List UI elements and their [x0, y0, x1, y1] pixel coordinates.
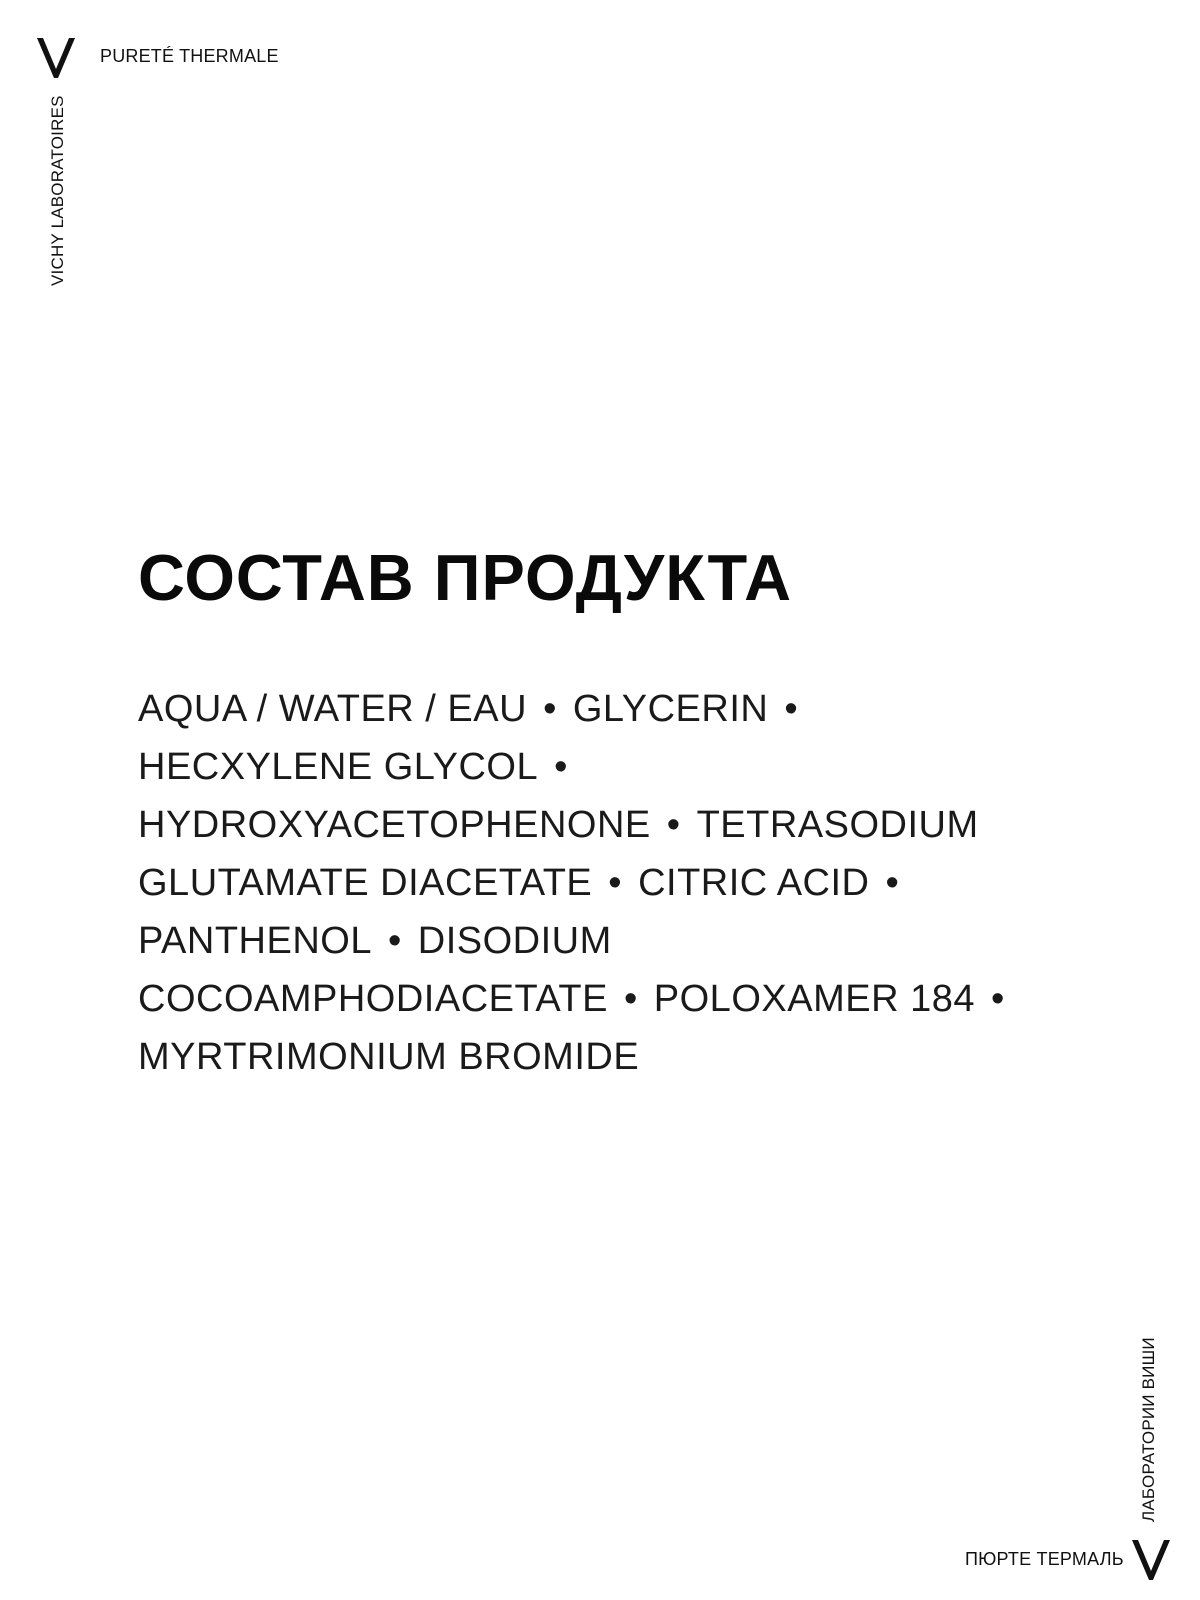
- page-title: СОСТАВ ПРОДУКТА: [138, 541, 793, 614]
- ingredient-line: [138, 970, 1058, 1028]
- ingredient: GLYCERIN: [572, 688, 769, 730]
- vertical-label-ru: ЛАБОРАТОРИИ ВИШИ: [1139, 1337, 1158, 1522]
- ingredient: MYRTRIMONIUM BROMIDE: [138, 1036, 640, 1078]
- ingredient-line: [138, 1028, 1058, 1086]
- vichy-v-logo-icon: [37, 38, 75, 78]
- vichy-v-logo-icon: [1132, 1540, 1170, 1580]
- separator-dot: •: [666, 804, 681, 846]
- separator-dot: •: [623, 978, 638, 1020]
- separator-dot: •: [784, 688, 799, 730]
- brand-line-ru: ПЮРТЕ ТЕРМАЛЬ: [965, 1549, 1124, 1569]
- ingredient-line: [138, 738, 1058, 796]
- ingredient-line: [138, 680, 1058, 738]
- ingredient: POLOXAMER 184: [653, 978, 975, 1020]
- brand-line-fr: PURETÉ THERMALE: [100, 46, 279, 66]
- ingredient: HYDROXYACETOPHENONE: [138, 804, 651, 846]
- separator-dot: •: [554, 746, 568, 788]
- ingredient: AQUA / WATER / EAU: [138, 688, 528, 730]
- ingredient-line: [138, 912, 1058, 970]
- separator-dot: •: [543, 688, 557, 730]
- ingredient-line: [138, 796, 1058, 854]
- ingredient: TETRASODIUM: [696, 804, 979, 846]
- separator-dot: •: [387, 920, 402, 962]
- separator-dot: •: [608, 862, 623, 904]
- separator-dot: •: [885, 862, 900, 904]
- ingredient: PANTHENOL: [138, 920, 372, 962]
- ingredient: HECXYLENE GLYCOL: [138, 746, 539, 788]
- vertical-label-fr: VICHY LABORATOIRES: [48, 95, 67, 286]
- ingredients-list: [138, 680, 1058, 1086]
- ingredient: GLUTAMATE DIACETATE: [138, 862, 593, 904]
- ingredient: CITRIC ACID: [638, 862, 870, 904]
- separator-dot: •: [990, 978, 1005, 1020]
- ingredient: DISODIUM: [417, 920, 612, 962]
- ingredient-line: [138, 854, 1058, 912]
- ingredient: COCOAMPHODIACETATE: [138, 978, 608, 1020]
